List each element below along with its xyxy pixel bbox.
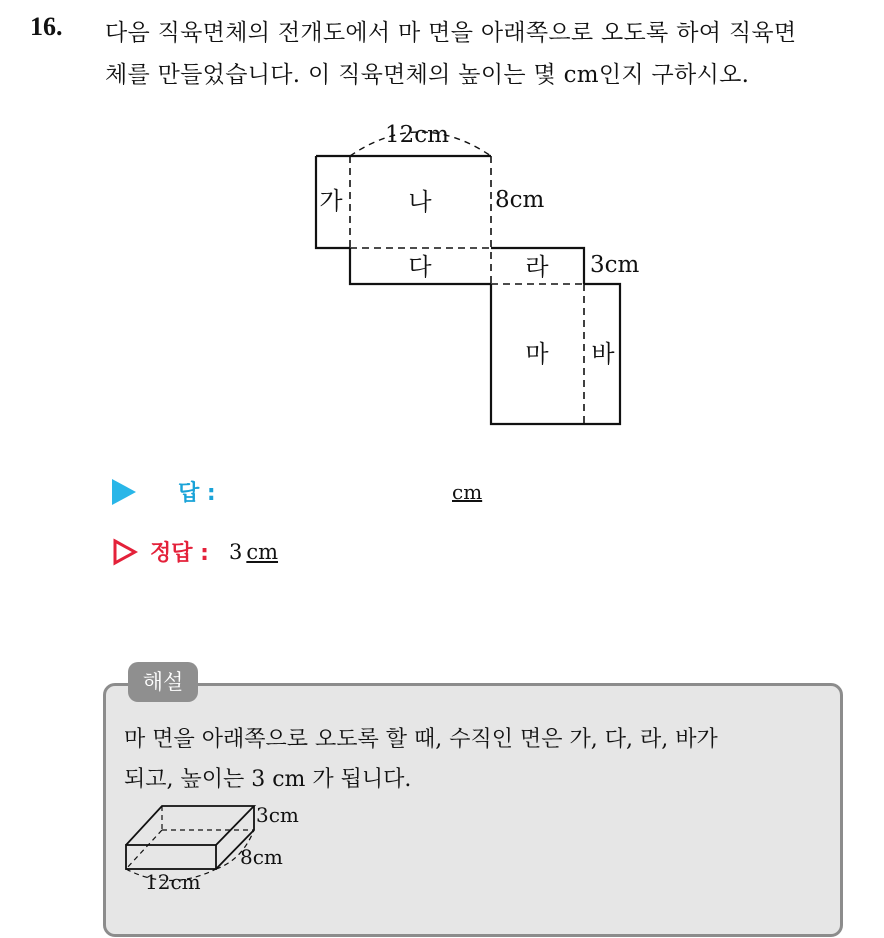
correct-answer-unit: cm [246,539,279,564]
face-label-ra: 라 [525,253,549,281]
question-text-line2: 체를 만들었습니다. 이 직육면체의 높이는 몇 cm인지 구하시오. [105,62,750,88]
cuboid-label-depth: 8cm [240,845,283,869]
face-label-da: 다 [408,253,432,281]
outline-arrow-icon [112,538,138,566]
face-ra-outline [491,248,584,284]
correct-answer-row [112,536,278,567]
face-da-outline [350,248,491,284]
face-ga-outline [316,156,350,248]
play-arrow-icon [112,479,136,505]
question-text-line1: 다음 직육면체의 전개도에서 마 면을 아래쪽으로 오도록 하여 직육면 [105,20,797,46]
correct-answer-number: 3 [228,539,243,564]
cuboid-label-height: 3cm [256,803,299,827]
face-label-ga: 가 [319,187,343,215]
face-label-ma: 마 [525,340,549,368]
answer-unit: cm [452,480,483,504]
question-number: 16. [30,12,63,41]
explanation-text-line2: 되고, 높이는 3 cm 가 됩니다. [124,767,412,792]
answer-label: 답 : [178,481,216,506]
answer-row [112,476,216,507]
explanation-tab: 해설 [128,662,198,702]
dimension-label-12cm: 12cm [385,122,449,148]
face-label-ba: 바 [591,340,615,368]
face-ma-outline [491,284,620,424]
dimension-label-3cm: 3cm [590,252,640,278]
face-label-na: 나 [408,188,432,216]
correct-answer-label: 정답 : [150,541,209,566]
correct-answer-value [229,540,278,564]
cuboid-label-width: 12cm [145,870,201,894]
dimension-arc-12cm [350,132,491,156]
dimension-label-8cm: 8cm [495,187,545,213]
explanation-text-line1: 마 면을 아래쪽으로 오도록 할 때, 수직인 면은 가, 다, 라, 바가 [124,727,718,752]
